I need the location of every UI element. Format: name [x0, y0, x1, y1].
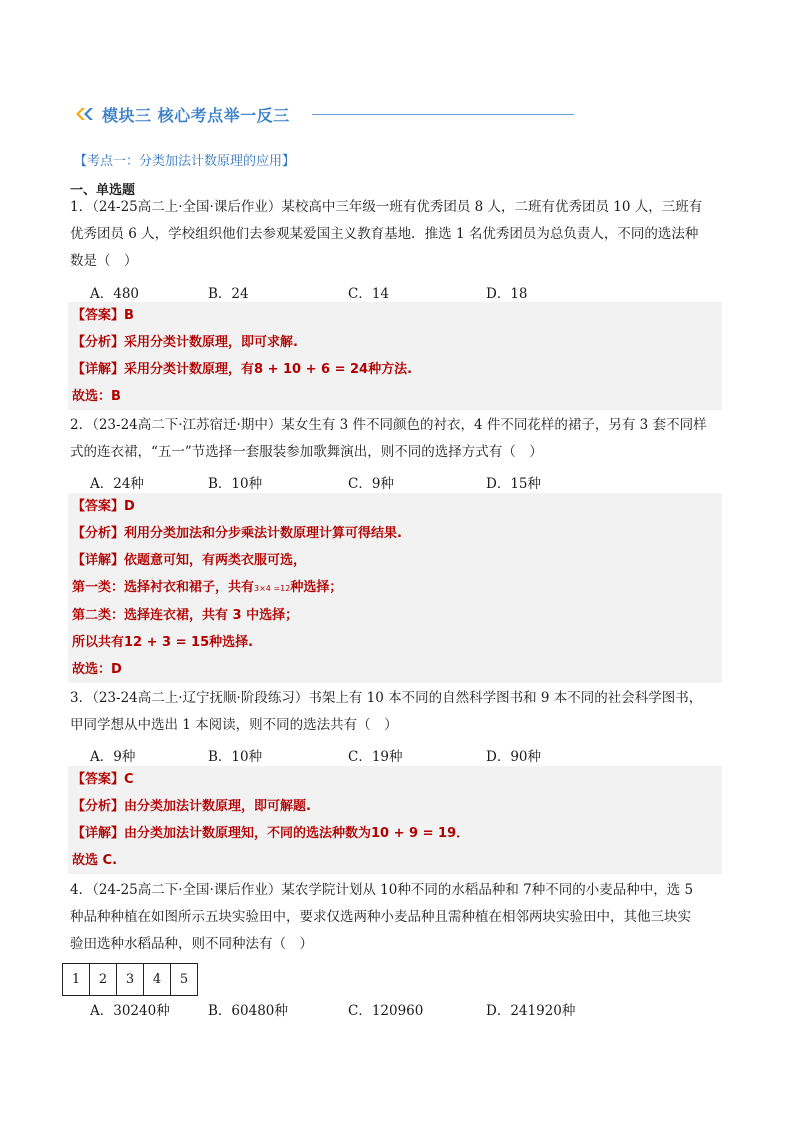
- analysis-line: 【分析】采用分类计数原理，即可求解.: [72, 335, 298, 350]
- question-line: 种品种种植在如图所示五块实验田中，要求仅选两种小麦品种且需种植在相邻两块实验田中，其他三块实: [70, 909, 691, 925]
- question-line: 4．（24-25高二下·全国·课后作业）某农学院计划从 10种不同的水稻品种和 7种不同的小麦品种中，选 5: [70, 882, 694, 898]
- double-chevron-icon: [76, 107, 98, 121]
- answer-line: 【答案】C: [72, 772, 134, 787]
- question-line: 1．（24-25高二上·全国·课后作业）某校高中三年级一班有优秀团员 8 人，二班有优秀团员 10 人，三班有: [70, 199, 703, 215]
- option-b: B．60480种: [208, 1003, 288, 1019]
- option-d: D．18: [486, 286, 528, 302]
- section-heading: 一、单选题: [70, 183, 136, 198]
- answer-line: 【答案】D: [72, 499, 135, 514]
- question-line: 2．（23-24高二下·江苏宿迁·期中）某女生有 3 件不同颜色的衬衣，4 件不同花样的裙子，另有 3 套不同样: [70, 417, 707, 433]
- question-line: 甲同学想从中选出 1 本阅读，则不同的选法共有（ ）: [70, 717, 398, 733]
- option-b: B．10种: [208, 476, 263, 492]
- option-c: C．14: [348, 286, 390, 302]
- field-cell: 1: [62, 963, 90, 996]
- answer-block-2: [68, 493, 722, 683]
- option-c: C．120960: [348, 1003, 424, 1019]
- answer-line: 【答案】B: [72, 308, 134, 323]
- kaodian-heading: 【考点一：分类加法计数原理的应用】: [74, 154, 296, 169]
- option-d: D．15种: [486, 476, 542, 492]
- option-b: B．24: [208, 286, 249, 302]
- category-one-line: 第一类：选择衬衣和裙子，共有3×4 =12种选择；: [72, 580, 343, 595]
- question-2: [70, 412, 730, 466]
- analysis-line: 【分析】利用分类加法和分步乘法计数原理计算可得结果.: [72, 526, 402, 541]
- option-d: D．90种: [486, 749, 542, 765]
- option-c: C．9种: [348, 476, 394, 492]
- question-3: [70, 685, 730, 739]
- answer-block-1: [68, 302, 722, 410]
- option-c: C．19种: [348, 749, 403, 765]
- detail-line: 【详解】采用分类计数原理，有8 + 10 + 6 = 24种方法.: [72, 362, 413, 377]
- analysis-line: 【分析】由分类加法计数原理，即可解题.: [72, 799, 311, 814]
- question-line: 3．（23-24高二上·辽宁抚顺·阶段练习）书架上有 10 本不同的自然科学图书和 9 本不同的社会科学图书，: [70, 690, 703, 706]
- choice-line: 故选：B: [72, 389, 121, 404]
- option-a: A．24种: [90, 476, 144, 492]
- question-line: 数是（ ）: [70, 253, 138, 269]
- question-line: 验田选种水稻品种，则不同种法有（ ）: [70, 936, 313, 952]
- total-line: 所以共有12 + 3 = 15种选择.: [72, 635, 254, 650]
- module-divider: [312, 114, 574, 115]
- question-line: 式的连衣裙，“五一”节选择一套服装参加歌舞演出，则不同的选择方式有（ ）: [70, 444, 543, 460]
- field-cell: 5: [170, 963, 198, 996]
- question-line: 优秀团员 6 人，学校组织他们去参观某爱国主义教育基地．推选 1 名优秀团员为总负责人，不同的选法种: [70, 226, 699, 242]
- field-cell: 4: [143, 963, 171, 996]
- question-4: [70, 877, 730, 958]
- choice-line: 故选：D: [72, 662, 122, 677]
- detail-line: 【详解】依题意可知，有两类衣服可选，: [72, 553, 307, 568]
- question-1: [70, 194, 730, 275]
- module-title: 模块三 核心考点举一反三: [102, 105, 290, 125]
- module-header: [76, 101, 290, 127]
- option-a: A．480: [90, 286, 140, 302]
- field-grid: [63, 963, 198, 996]
- field-cell: 3: [116, 963, 144, 996]
- option-b: B．10种: [208, 749, 263, 765]
- detail-line: 【详解】由分类加法计数原理知，不同的选法种数为10 + 9 = 19．: [72, 826, 470, 841]
- answer-block-3: [68, 766, 722, 874]
- choice-line: 故选 C.: [72, 853, 118, 868]
- option-d: D．241920种: [486, 1003, 576, 1019]
- option-a: A．30240种: [90, 1003, 170, 1019]
- category-two-line: 第二类：选择连衣裙，共有 3 中选择；: [72, 608, 299, 623]
- field-cell: 2: [89, 963, 117, 996]
- option-a: A．9种: [90, 749, 136, 765]
